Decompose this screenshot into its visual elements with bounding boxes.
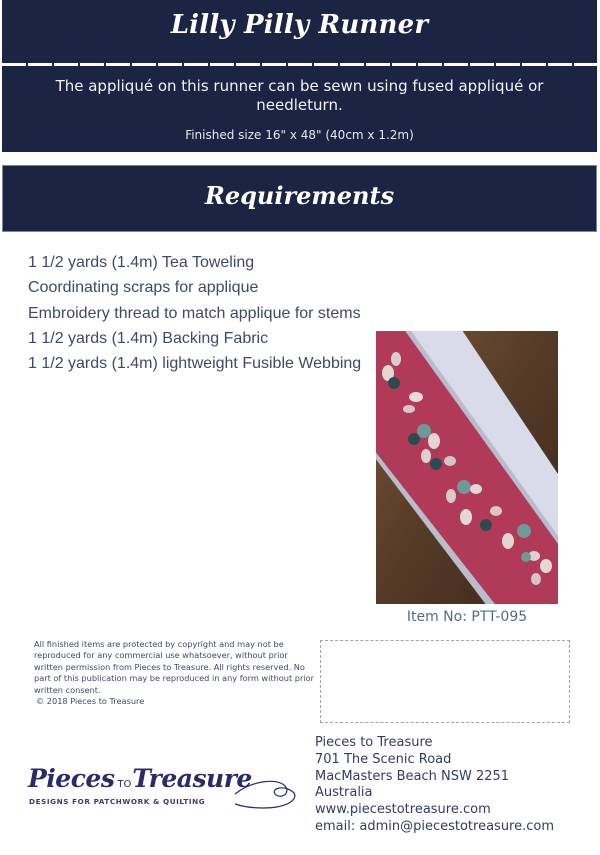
pattern-title: Lilly Pilly Runner: [170, 10, 429, 40]
dashed-stitch-divider: [2, 63, 597, 66]
requirement-item: 1 1/2 yards (1.4m) Backing Fabric: [28, 329, 269, 347]
city-line: MacMasters Beach NSW 2251: [315, 768, 510, 784]
website-link[interactable]: www.piecestotreasure.com: [315, 802, 491, 818]
requirements-banner: [2, 165, 597, 232]
requirement-item: Coordinating scraps for applique: [28, 279, 259, 297]
copyright-text: All finished items are protected by copyright and may not be reproduced for any commercial use whatsoever, without prior written permission from Pieces to Treasure. All rights reserved. No part of this publication may be reproduced in any form without prior written consent.: [34, 639, 314, 695]
contact-address: [315, 735, 554, 836]
logo-word-treasure: Treasure: [132, 764, 252, 793]
item-number: Item No: PTT-095: [406, 609, 528, 625]
product-photo: [376, 331, 558, 604]
finished-size: Finished size 16" x 48" (40cm x 1.2m): [185, 128, 414, 142]
copyright-year: © 2018 Pieces to Treasure: [36, 696, 145, 707]
company-name: Pieces to Treasure: [315, 735, 433, 750]
requirements-list: [28, 250, 361, 376]
street-address: 701 The Scenic Road: [315, 751, 452, 767]
logo-word-to: TO: [117, 779, 132, 790]
label-box: [320, 640, 570, 723]
table-runner-illustration: [376, 331, 558, 604]
logo-word-pieces: Pieces: [28, 764, 115, 793]
logo-wordmark: [28, 764, 252, 793]
logo-swash-icon: [233, 776, 303, 816]
email-link[interactable]: email: admin@piecestotreasure.com: [315, 818, 555, 834]
requirement-item: Embroidery thread to match applique for stems: [28, 304, 361, 322]
title-banner: [2, 0, 597, 152]
brand-logo: [28, 764, 298, 818]
requirement-item: 1 1/2 yards (1.4m) Tea Toweling: [28, 254, 255, 271]
requirement-item: 1 1/2 yards (1.4m) lightweight Fusible Webbing: [28, 355, 362, 373]
logo-tagline: DESIGNS FOR PATCHWORK & QUILTING: [29, 797, 206, 806]
country: Australia: [315, 785, 373, 801]
intro-text: The appliqué on this runner can be sewn using fused appliqué or needleturn.: [55, 77, 544, 114]
requirements-heading: Requirements: [204, 181, 395, 210]
copyright-notice: [34, 639, 319, 707]
